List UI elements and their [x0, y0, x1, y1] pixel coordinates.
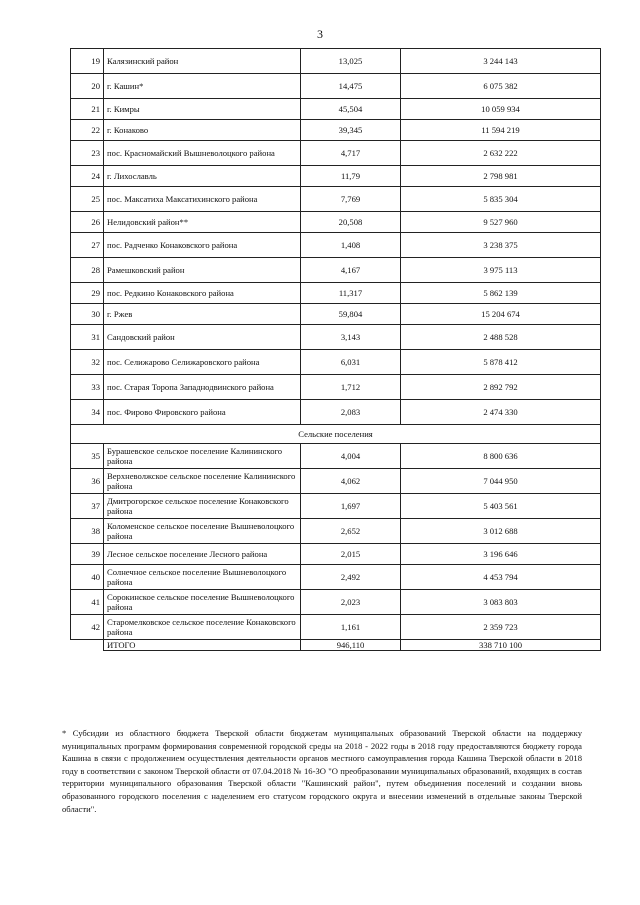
row-value1: 2,492: [301, 565, 401, 590]
row-value2: 2 632 222: [401, 141, 601, 166]
row-number: 29: [71, 283, 104, 304]
row-value2: 2 474 330: [401, 400, 601, 425]
row-number: 27: [71, 233, 104, 258]
row-number: 35: [71, 444, 104, 469]
row-value1: 1,408: [301, 233, 401, 258]
row-value1: 3,143: [301, 325, 401, 350]
row-number: 37: [71, 494, 104, 519]
table-row: [71, 258, 601, 283]
table-row: [71, 187, 601, 212]
row-value1: 2,652: [301, 519, 401, 544]
row-number: 19: [71, 49, 104, 74]
row-value1: 1,161: [301, 615, 401, 640]
row-value1: 13,025: [301, 49, 401, 74]
row-value1: 4,004: [301, 444, 401, 469]
total-value2: 338 710 100: [401, 640, 601, 651]
row-value2: 4 453 794: [401, 565, 601, 590]
row-value2: 5 878 412: [401, 350, 601, 375]
row-value2: 11 594 219: [401, 120, 601, 141]
total-row: [71, 640, 601, 651]
row-value2: 3 975 113: [401, 258, 601, 283]
subsidy-table: [70, 48, 601, 651]
table-row: [71, 565, 601, 590]
row-name: Сандовский район: [104, 325, 301, 350]
table-row: [71, 74, 601, 99]
table-row: [71, 350, 601, 375]
footnote: * Субсидии из областного бюджета Тверской области бюджетам муниципальных образований Тверской области на поддержку муниципальных программ формирования современной городской среды на 2018 - 2022 годы в 2018 году предоставляются бюджету города Кашина в связи с продолжением осуществления деятельности органов местного самоуправления города Кашина Тверской области в 2018 году в соответствии с законом Тверской области от 07.04.2018 № 16-ЗО "О преобразовании муниципальных образований, входящих в состав территории муниципального образования Тверской области "Кашинский район", путем объединения поселений и создании вновь образованного городского поселения с наделением его статусом городского округа и внесении изменений в отдельные законы Тверской области".: [62, 728, 582, 814]
row-number: 26: [71, 212, 104, 233]
row-name: пос. Старая Торопа Западнодвинского района: [104, 375, 301, 400]
row-value2: 3 083 803: [401, 590, 601, 615]
row-name: пос. Редкино Конаковского района: [104, 283, 301, 304]
row-value2: 3 238 375: [401, 233, 601, 258]
section-label: Сельские поселения: [71, 425, 601, 444]
row-number: 36: [71, 469, 104, 494]
total-value1: 946,110: [301, 640, 401, 651]
table-row: [71, 400, 601, 425]
row-name: пос. Красномайский Вышневолоцкого района: [104, 141, 301, 166]
row-name: г. Конаково: [104, 120, 301, 141]
section-row: [71, 425, 601, 444]
row-name: Дмитрогорское сельское поселение Конаковского района: [104, 494, 301, 519]
row-value1: 7,769: [301, 187, 401, 212]
row-name: г. Лихославль: [104, 166, 301, 187]
row-value2: 8 800 636: [401, 444, 601, 469]
row-value1: 11,317: [301, 283, 401, 304]
row-value1: 59,804: [301, 304, 401, 325]
row-number: 32: [71, 350, 104, 375]
row-value2: 3 012 688: [401, 519, 601, 544]
table-row: [71, 494, 601, 519]
row-number: 40: [71, 565, 104, 590]
row-value1: 45,504: [301, 99, 401, 120]
row-number: 21: [71, 99, 104, 120]
row-value1: 1,712: [301, 375, 401, 400]
row-number: 39: [71, 544, 104, 565]
row-value2: 15 204 674: [401, 304, 601, 325]
table-row: [71, 615, 601, 640]
row-name: Лесное сельское поселение Лесного района: [104, 544, 301, 565]
row-value2: 2 892 792: [401, 375, 601, 400]
table-row: [71, 544, 601, 565]
row-value2: 10 059 934: [401, 99, 601, 120]
row-name: Солнечное сельское поселение Вышневолоцкого района: [104, 565, 301, 590]
row-value2: 2 798 981: [401, 166, 601, 187]
row-name: Бурашевское сельское поселение Калининского района: [104, 444, 301, 469]
row-name: Нелидовский район**: [104, 212, 301, 233]
row-number: 28: [71, 258, 104, 283]
row-name: г. Кимры: [104, 99, 301, 120]
row-name: пос. Селижарово Селижаровского района: [104, 350, 301, 375]
row-name: г. Ржев: [104, 304, 301, 325]
table-row: [71, 212, 601, 233]
table-row: [71, 375, 601, 400]
row-name: Калязинский район: [104, 49, 301, 74]
table-row: [71, 99, 601, 120]
row-name: пос. Радченко Конаковского района: [104, 233, 301, 258]
row-name: пос. Максатиха Максатихинского района: [104, 187, 301, 212]
row-number: 25: [71, 187, 104, 212]
row-value1: 4,062: [301, 469, 401, 494]
row-value1: 2,015: [301, 544, 401, 565]
row-number: 20: [71, 74, 104, 99]
row-value2: 6 075 382: [401, 74, 601, 99]
row-value2: 9 527 960: [401, 212, 601, 233]
row-number: 38: [71, 519, 104, 544]
row-value1: 2,023: [301, 590, 401, 615]
row-value2: 3 244 143: [401, 49, 601, 74]
table-row: [71, 166, 601, 187]
table-row: [71, 49, 601, 74]
row-value2: 2 488 528: [401, 325, 601, 350]
row-value1: 4,717: [301, 141, 401, 166]
table-row: [71, 283, 601, 304]
table-row: [71, 233, 601, 258]
row-number: 30: [71, 304, 104, 325]
row-value1: 2,083: [301, 400, 401, 425]
row-value2: 3 196 646: [401, 544, 601, 565]
row-value1: 1,697: [301, 494, 401, 519]
row-value1: 6,031: [301, 350, 401, 375]
table-row: [71, 469, 601, 494]
table-row: [71, 519, 601, 544]
row-value2: 5 862 139: [401, 283, 601, 304]
row-value1: 20,508: [301, 212, 401, 233]
table-row: [71, 444, 601, 469]
table-row: [71, 325, 601, 350]
page-number: 3: [317, 27, 323, 41]
row-number: 42: [71, 615, 104, 640]
row-value1: 11,79: [301, 166, 401, 187]
table-row: [71, 120, 601, 141]
row-name: Коломенское сельское поселение Вышневолоцкого района: [104, 519, 301, 544]
table-row: [71, 141, 601, 166]
row-number: 41: [71, 590, 104, 615]
table-row: [71, 590, 601, 615]
row-value2: 2 359 723: [401, 615, 601, 640]
row-number: 23: [71, 141, 104, 166]
row-value2: 5 835 304: [401, 187, 601, 212]
row-value2: 5 403 561: [401, 494, 601, 519]
row-number: 22: [71, 120, 104, 141]
total-label: ИТОГО: [104, 640, 301, 651]
row-value1: 4,167: [301, 258, 401, 283]
row-name: Старомелковское сельское поселение Конаковского района: [104, 615, 301, 640]
row-number: 31: [71, 325, 104, 350]
row-name: Рамешковский район: [104, 258, 301, 283]
row-value2: 7 044 950: [401, 469, 601, 494]
row-name: Сорокинское сельское поселение Вышневолоцкого района: [104, 590, 301, 615]
row-value1: 14,475: [301, 74, 401, 99]
row-name: пос. Фирово Фировского района: [104, 400, 301, 425]
row-value1: 39,345: [301, 120, 401, 141]
row-number: 34: [71, 400, 104, 425]
row-number: 24: [71, 166, 104, 187]
row-name: г. Кашин*: [104, 74, 301, 99]
row-name: Верхневолжское сельское поселение Калининского района: [104, 469, 301, 494]
row-number: 33: [71, 375, 104, 400]
table-row: [71, 304, 601, 325]
